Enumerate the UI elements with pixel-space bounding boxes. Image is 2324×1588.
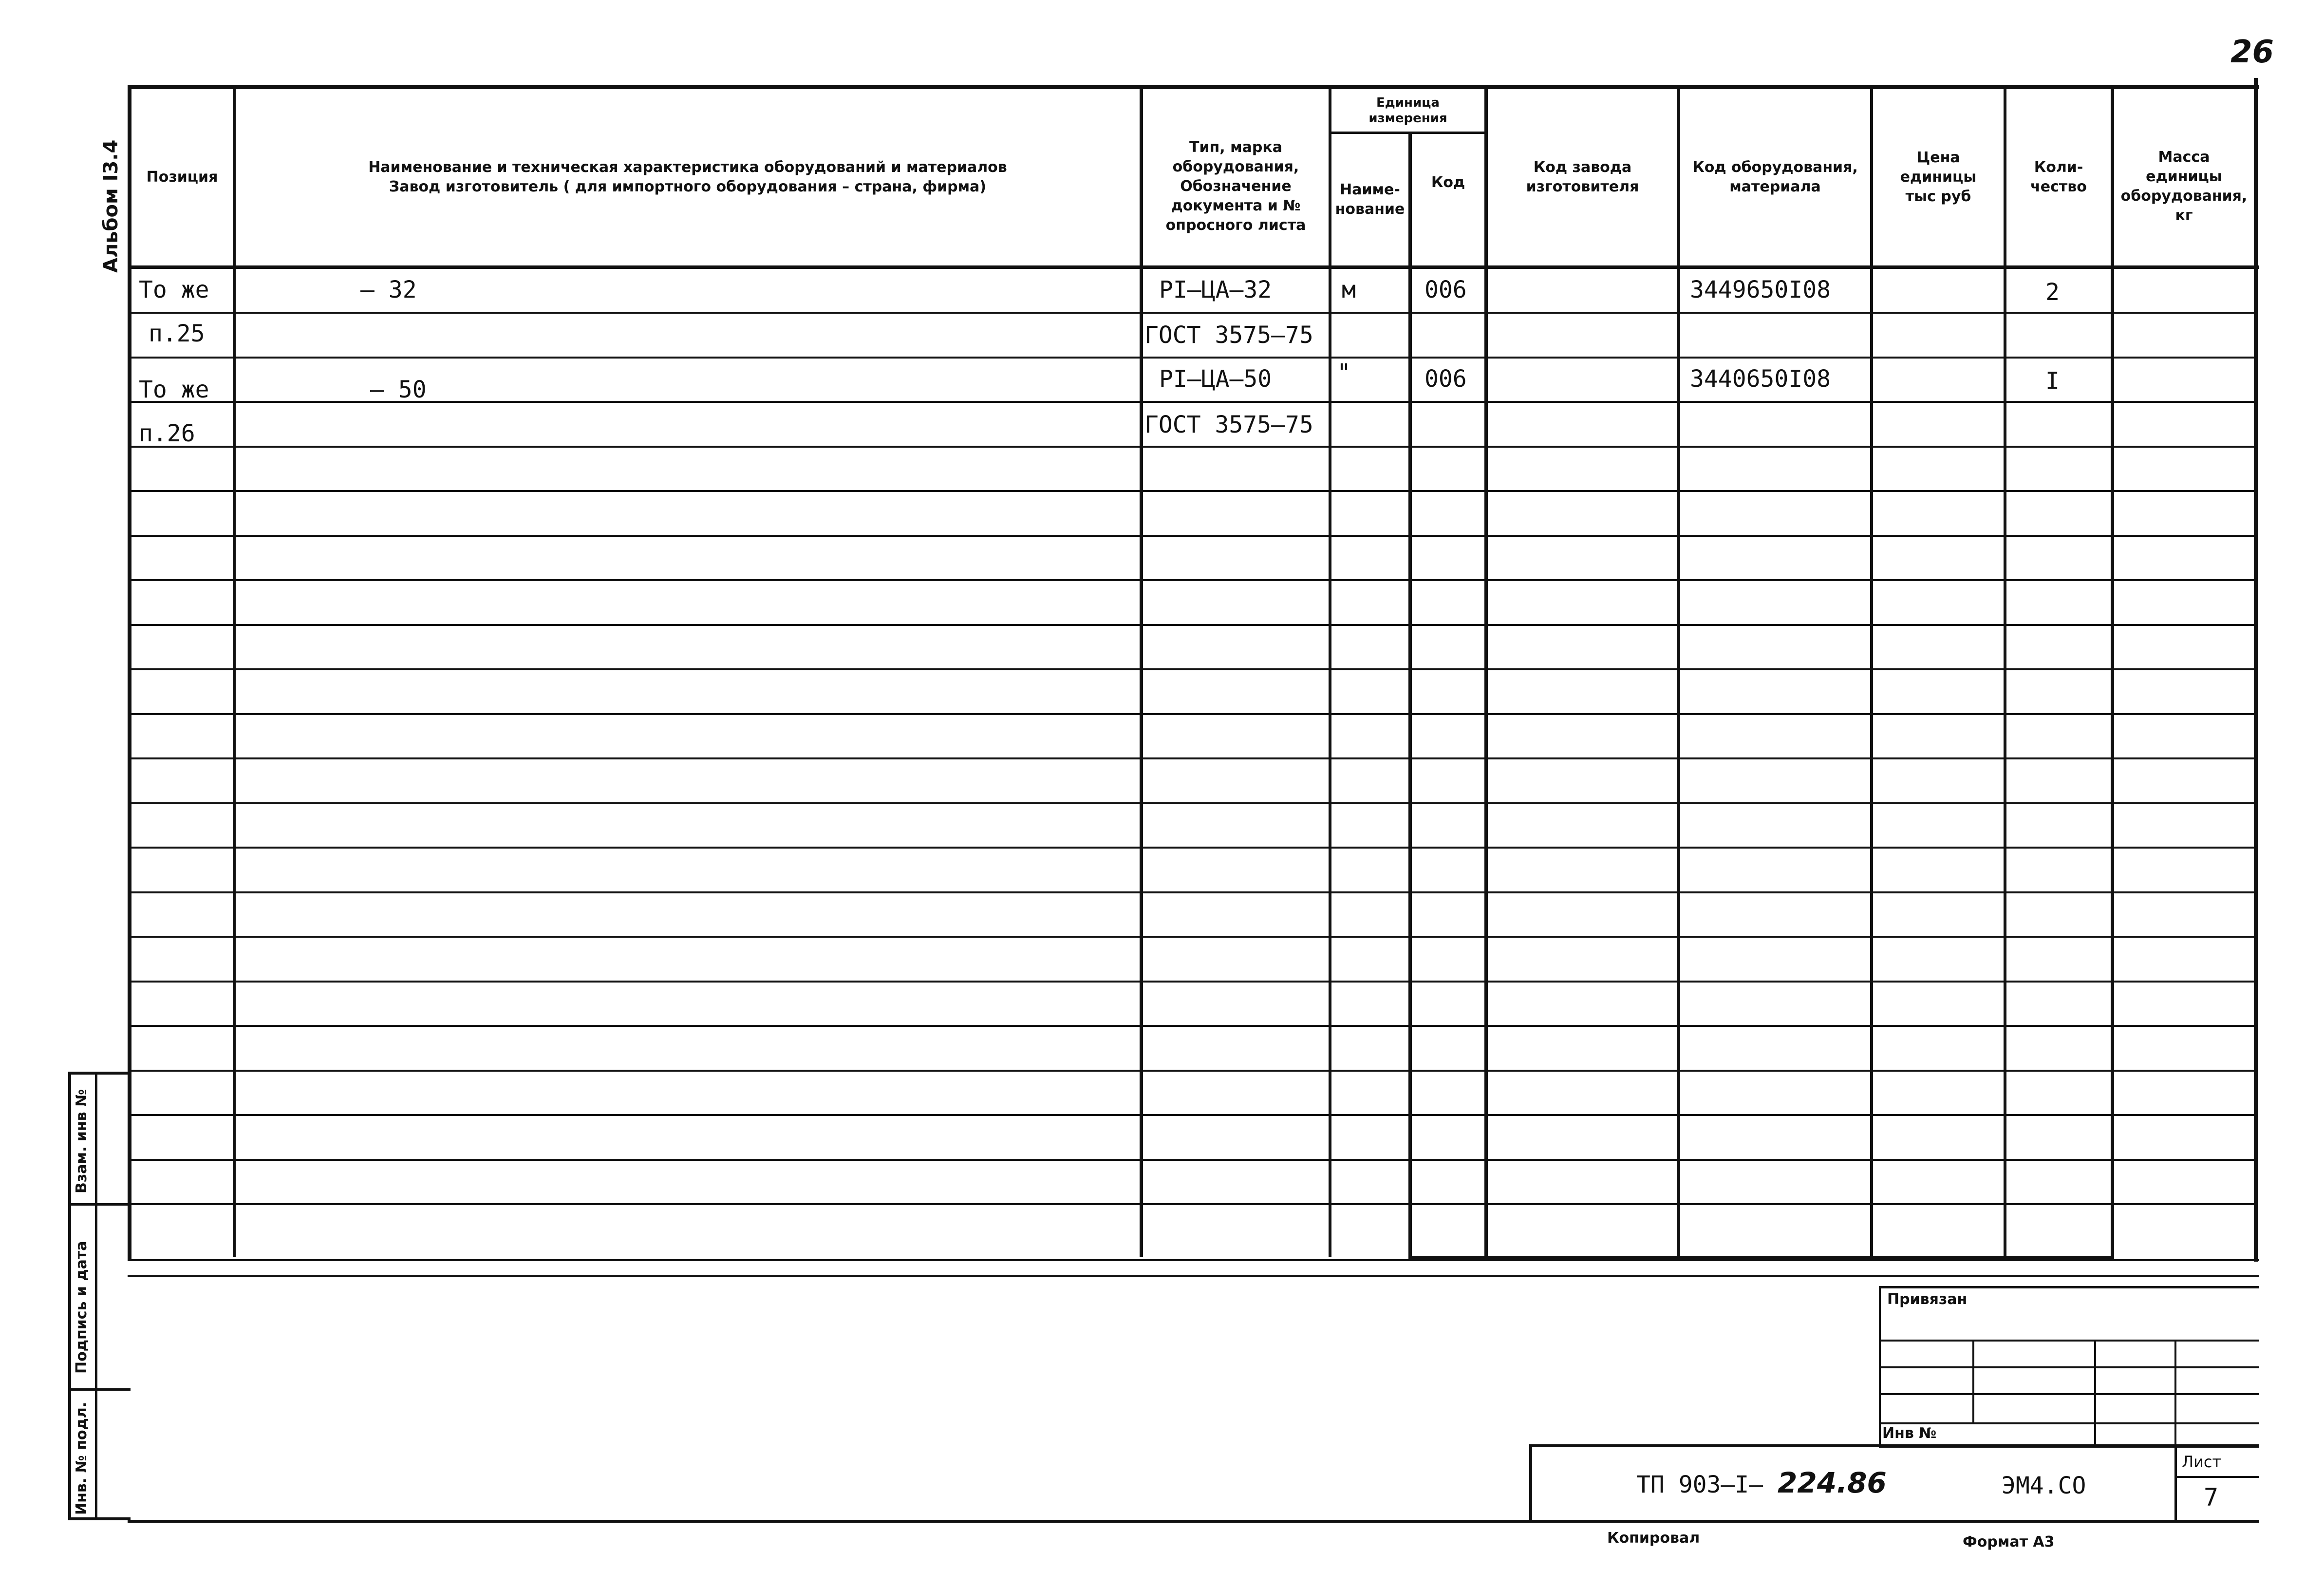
row1-type: PI–ЦА–32 (1159, 276, 1272, 303)
footer-format: Формат А3 (1963, 1533, 2055, 1550)
table-row-line (131, 936, 2258, 938)
sheet-number: 7 (2204, 1483, 2219, 1512)
row3-type: PI–ЦА–50 (1159, 365, 1272, 393)
sheet-code: ЭМ4.СО (2002, 1472, 2086, 1499)
stamp-vzam: Взам. инв № (73, 1089, 90, 1193)
table-row-line (131, 624, 2258, 626)
table-row-line (131, 802, 2258, 804)
row4-position: п.26 (139, 420, 195, 447)
row4-type: ГОСТ 3575–75 (1144, 411, 1313, 438)
row2-type: ГОСТ 3575–75 (1144, 321, 1313, 349)
header-quantity: Коли- чество (2030, 159, 2087, 195)
row1-name: – 32 (360, 276, 417, 303)
table-row-line (131, 1159, 2258, 1161)
row1-unit: м (1342, 276, 1356, 303)
header-factory-code: Код завода изготовителя (1526, 159, 1639, 195)
header-unit-group: Единица измерения (1368, 95, 1447, 126)
table-row-line (131, 1070, 2258, 1072)
inv-no-label: Инв № (1882, 1425, 1937, 1442)
row3-equipment-code: 3440650I08 (1690, 365, 1831, 393)
table-row-line (131, 981, 2258, 983)
table-row-line (131, 1203, 2258, 1205)
row1-equipment-code: 3449650I08 (1690, 276, 1831, 303)
table-row-line (131, 357, 2258, 359)
row3-unit: " (1337, 359, 1351, 386)
row2-position: п.25 (149, 320, 205, 347)
table-row-line (131, 312, 2258, 314)
stamp-inv: Инв. № подл. (73, 1401, 90, 1515)
doc-code-hand: 224.86 (1778, 1466, 1887, 1499)
album-label: Альбом I3.4 (100, 139, 122, 273)
stamp-podpis: Подпись и дата (73, 1241, 90, 1374)
row1-quantity: 2 (2045, 279, 2060, 306)
table-row-line (131, 1025, 2258, 1027)
header-mass: Масса единицы оборудования, кг (2120, 148, 2248, 224)
privyazan-label: Привязан (1887, 1291, 1968, 1308)
row1-position: То же (139, 276, 209, 303)
page-number: 26 (2230, 34, 2274, 70)
table-row-line (131, 757, 2258, 759)
header-unit-code: Код (1431, 174, 1465, 191)
row3-position: То же (139, 376, 209, 403)
table-row-line (131, 446, 2258, 448)
footer-kopiroval: Копировал (1607, 1530, 1700, 1547)
row3-name: – 50 (370, 376, 427, 403)
table-row-line (131, 490, 2258, 492)
table-row-line (131, 713, 2258, 715)
row1-code: 006 (1424, 276, 1467, 303)
header-name: Наименование и техническая характеристика оборудований и материалов Завод изготовитель ( для импортного оборудования – страна, фирма) (368, 159, 1007, 195)
header-position: Позиция (146, 169, 218, 186)
table-row-line (131, 1114, 2258, 1116)
table-row-line (131, 668, 2258, 670)
row3-code: 006 (1424, 365, 1467, 393)
sheet-label: Лист (2182, 1453, 2222, 1471)
table-row-line (131, 891, 2258, 893)
table-row-line (131, 579, 2258, 581)
table-row-line (131, 401, 2258, 403)
table-row-line (131, 847, 2258, 849)
table-row-line (131, 535, 2258, 537)
header-price: Цена единицы тыс руб (1900, 149, 1977, 205)
row3-quantity: I (2045, 367, 2060, 395)
header-equipment-code: Код оборудования, материала (1692, 159, 1858, 195)
doc-code-typed: ТП 903–I– (1636, 1471, 1763, 1498)
header-unit-name: Наиме- нование (1335, 181, 1405, 218)
header-type: Тип, марка оборудования, Обозначение документа и № опросного листа (1165, 138, 1306, 234)
